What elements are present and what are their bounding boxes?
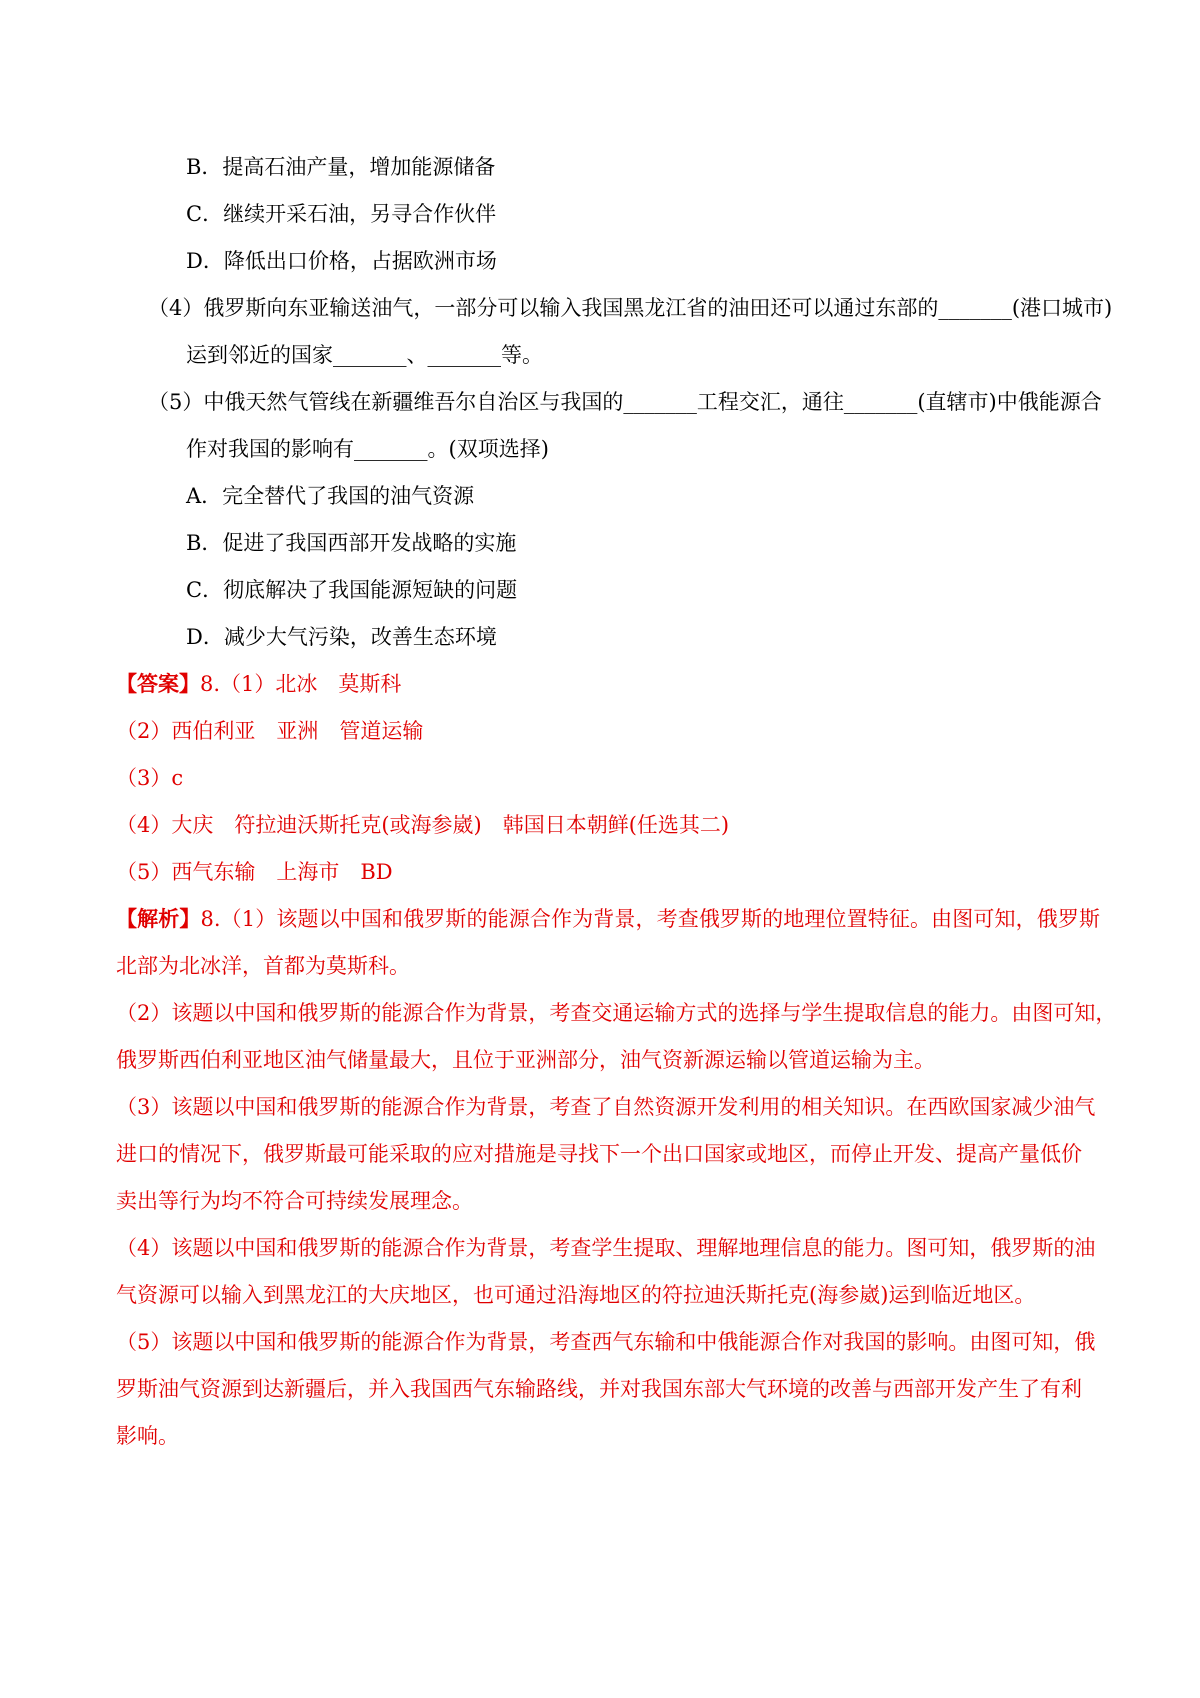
q5-option-c: C．彻底解决了我国能源短缺的问题 bbox=[186, 578, 518, 602]
explanation-p3-line3: 卖出等行为均不符合可持续发展理念。 bbox=[116, 1189, 473, 1213]
answer-line5: （5）西气东输 上海市 BD bbox=[116, 860, 393, 884]
q5-stem-line2: 作对我国的影响有_______。(双项选择) bbox=[186, 437, 549, 461]
q5-option-a: A．完全替代了我国的油气资源 bbox=[186, 484, 475, 508]
explanation-p3-line2: 进口的情况下，俄罗斯最可能采取的应对措施是寻找下一个出口国家或地区，而停止开发、提高产量低价 bbox=[116, 1142, 1082, 1166]
answer-text-1: 8.（1）北冰 莫斯科 bbox=[200, 672, 402, 696]
answer-line1 bbox=[116, 669, 401, 699]
q4-stem-line2: 运到邻近的国家_______、_______等。 bbox=[186, 343, 543, 367]
answer-line2: （2）西伯利亚 亚洲 管道运输 bbox=[116, 719, 424, 743]
q5-option-b: B．促进了我国西部开发战略的实施 bbox=[186, 531, 517, 555]
explanation-p4-line1: （4）该题以中国和俄罗斯的能源合作为背景，考查学生提取、理解地理信息的能力。图可知，俄罗斯的油 bbox=[116, 1236, 1096, 1260]
q5-option-d: D．减少大气污染，改善生态环境 bbox=[186, 625, 497, 649]
explanation-p2-line2: 俄罗斯西伯利亚地区油气储量最大，且位于亚洲部分，油气资新源运输以管道运输为主。 bbox=[116, 1048, 935, 1072]
explanation-p1-line2: 北部为北冰洋，首都为莫斯科。 bbox=[116, 954, 410, 978]
answer-line4: （4）大庆 符拉迪沃斯托克(或海参崴) 韩国日本朝鲜(任选其二) bbox=[116, 813, 730, 837]
explanation-p3-line1: （3）该题以中国和俄罗斯的能源合作为背景，考查了自然资源开发利用的相关知识。在西欧国家减少油气 bbox=[116, 1095, 1096, 1119]
explanation-tag: 【解析】 bbox=[116, 906, 201, 931]
answer-line3: （3）c bbox=[116, 766, 184, 790]
explanation-p2-line1: （2）该题以中国和俄罗斯的能源合作为背景，考查交通运输方式的选择与学生提取信息的能力。由图可知， bbox=[116, 1001, 1117, 1025]
explanation-p4-line2: 气资源可以输入到黑龙江的大庆地区，也可通过沿海地区的符拉迪沃斯托克(海参崴)运到临近地区。 bbox=[116, 1283, 1036, 1307]
q5-stem-line1: （5）中俄天然气管线在新疆维吾尔自治区与我国的_______工程交汇，通往_______(直辖市)中俄能源合 bbox=[148, 390, 1102, 414]
q3-option-b: B．提高石油产量，增加能源储备 bbox=[186, 155, 496, 179]
q4-stem-line1: （4）俄罗斯向东亚输送油气，一部分可以输入我国黑龙江省的油田还可以通过东部的_______(港口城市) bbox=[148, 296, 1113, 320]
q3-option-c: C．继续开采石油，另寻合作伙伴 bbox=[186, 202, 497, 226]
explanation-p1-text: 8.（1）该题以中国和俄罗斯的能源合作为背景，考查俄罗斯的地理位置特征。由图可知，俄罗斯 bbox=[200, 907, 1101, 931]
explanation-p5-line3: 影响。 bbox=[116, 1424, 179, 1448]
explanation-p5-line1: （5）该题以中国和俄罗斯的能源合作为背景，考查西气东输和中俄能源合作对我国的影响。由图可知，俄 bbox=[116, 1330, 1096, 1354]
q3-option-d: D．降低出口价格，占据欧洲市场 bbox=[186, 249, 497, 273]
answer-tag: 【答案】 bbox=[116, 671, 200, 696]
explanation-p1-line1 bbox=[116, 904, 1100, 934]
explanation-p5-line2: 罗斯油气资源到达新疆后，并入我国西气东输路线，并对我国东部大气环境的改善与西部开发产生了有利 bbox=[116, 1377, 1082, 1401]
